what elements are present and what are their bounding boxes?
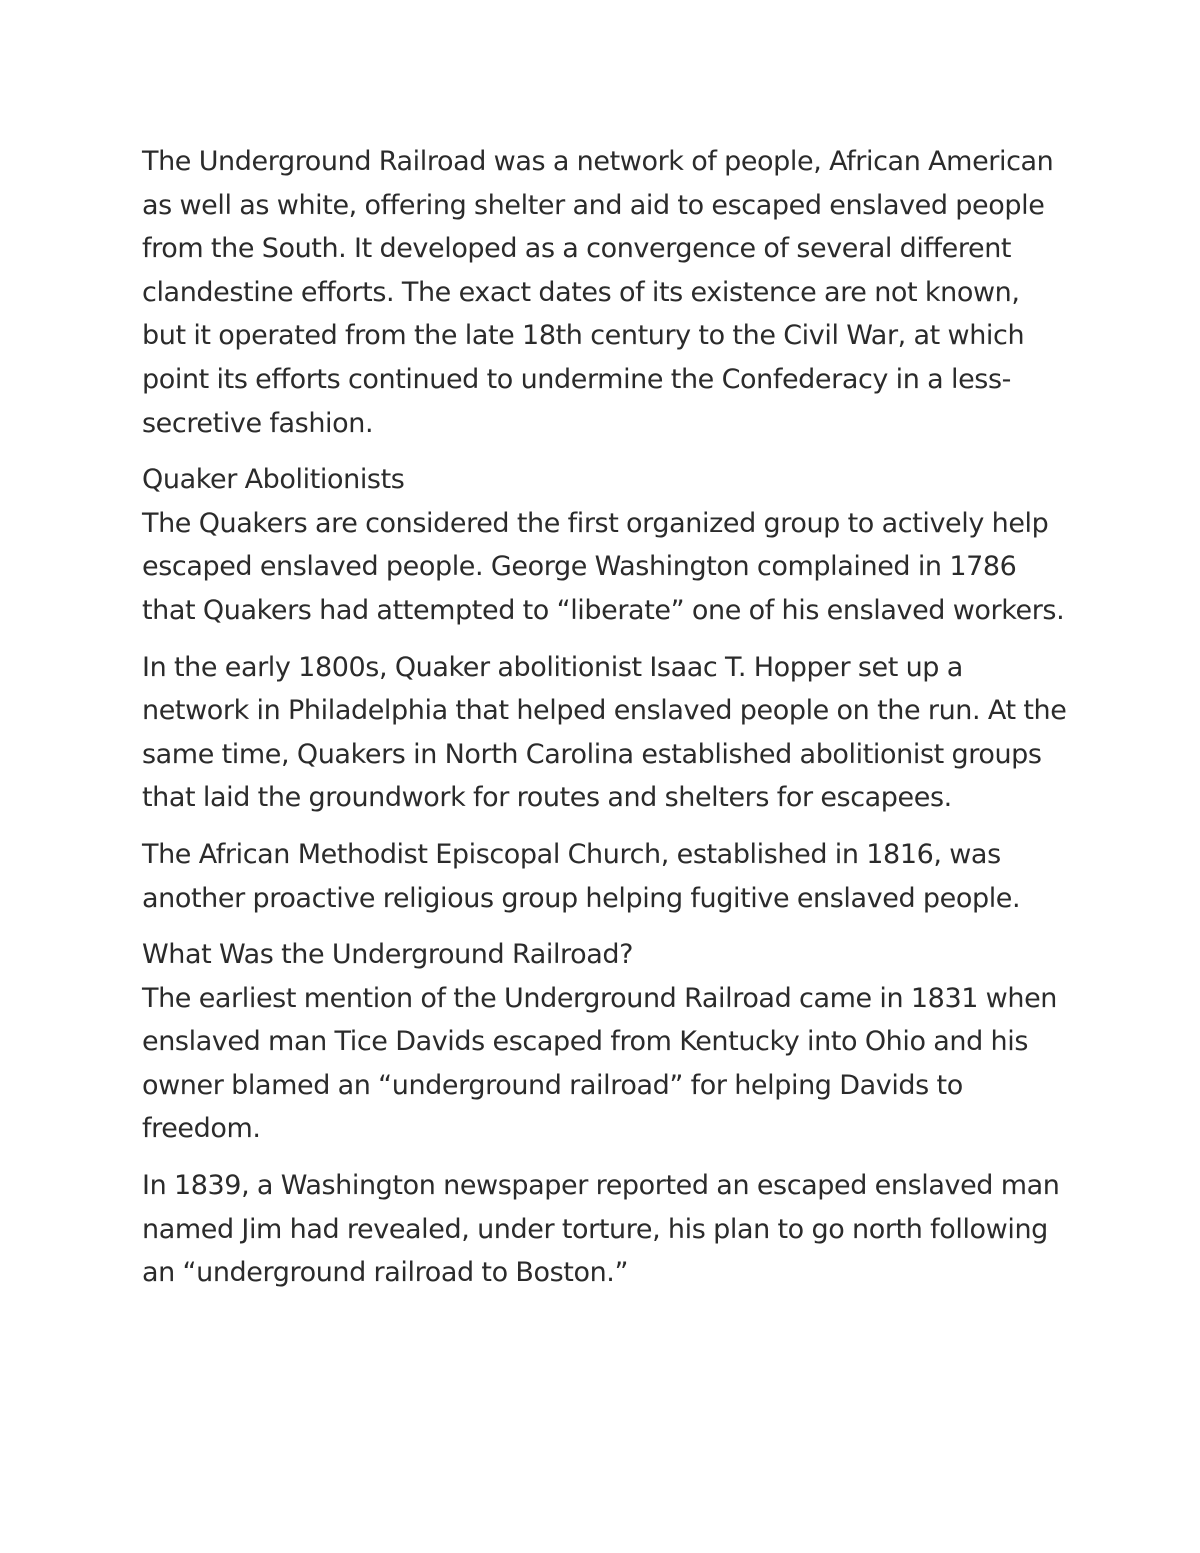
paragraph: The African Methodist Episcopal Church, established in 1816, was another proactive religious group helping fugitive enslaved people. <box>142 838 1021 914</box>
paragraph: The earliest mention of the Underground Railroad came in 1831 when enslaved man Tice Davids escaped from Kentucky into Ohio and his owner blamed an “underground railroad” for helping Davids to freedom. <box>142 982 1057 1145</box>
section-heading: Quaker Abolitionists <box>142 464 405 496</box>
section-quaker-abolitionists <box>142 458 1067 920</box>
paragraph: In 1839, a Washington newspaper reported an escaped enslaved man named Jim had revealed, under torture, his plan to go north following an “underground railroad to Boston.” <box>142 1170 1060 1289</box>
section-heading: What Was the Underground Railroad? <box>142 939 634 971</box>
document-page <box>142 140 1067 1308</box>
paragraph: The Quakers are considered the first organized group to actively help escaped enslaved people. George Washington complained in 1786 that Quakers had attempted to “liberate” one of his enslaved workers. <box>142 507 1065 626</box>
paragraph: In the early 1800s, Quaker abolitionist Isaac T. Hopper set up a network in Philadelphia that helped enslaved people on the run. At the same time, Quakers in North Carolina established abolitionist groups that laid the groundwork for routes and shelters for escapees. <box>142 651 1067 814</box>
intro-paragraph: The Underground Railroad was a network of people, African American as well as white, offering shelter and aid to escaped enslaved people from the South. It developed as a convergence of several different clandestine efforts. The exact dates of its existence are not known, but it operated from the late 18th century to the Civil War, at which point its efforts continued to undermine the Confederacy in a less-secretive fashion. <box>142 146 1054 439</box>
section-what-was-underground-railroad <box>142 933 1067 1295</box>
